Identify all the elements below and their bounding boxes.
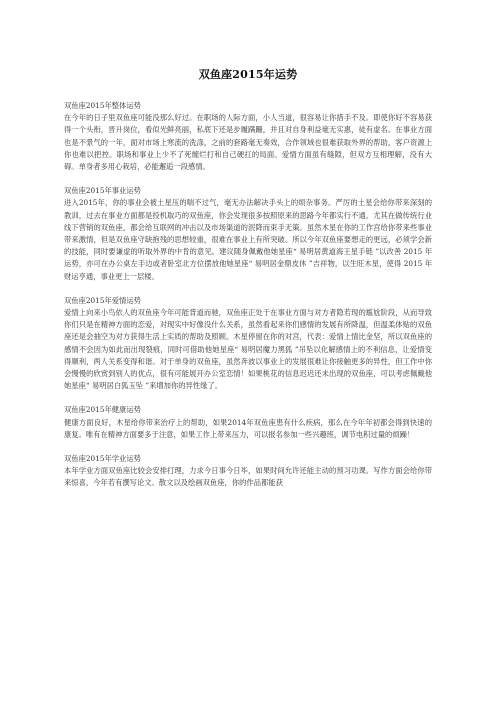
section-body: 进入2015年，你的事业会被土星压的喘不过气，毫无办法解决手头上的烦杂事务。严厉的土星会给你带来深刻的教训，过去在事业方面都是投机取巧的双鱼座，你会发现很多按照原来的思路今年都实行不通。尤其在做传统行业线下营销的双鱼座，都会给互联网的冲击以及市场渠道的泯降而束手无策。虽然木星在你的工作宫给你带来些事业带来激情，但是双鱼座守缺抱残的思想较重，很难在事业上有所突破。所以今年双鱼座要想走的更远，必须学会新的技能，同时要谦虚的听取外界的中肯的意见。建议随身佩戴他她星座“ 易明居黄道海王星手链 ”以改善 2015 年运势，亦可在办公桌左手边或者卧室北方位摆放他她星座“ 易明居金鼎皮休 ”吉祥物，以生旺木星，使得 2015 年财运亨通，事业更上一层楼。 <box>64 198 432 281</box>
section-heading: 双鱼座2015年事业运势 <box>64 186 141 196</box>
section-body: 爱情上向来小鸟依人的双鱼座今年可能背道而驰，双鱼座正处于在事业方面与对方者隐若现的尴尬阶段，从而导致你们只是在精神方面的恋爱，对现实中好像没什么关系，虽然看起来你们感情的发展有所降温，但温柔体贴的双鱼座还是会抽空为对方获得生活上实质的帮助及照顾。木星停留在你的对宫，代表：爱情上情比金坚，所以双鱼座的感情不会因为如此而出现裂痕，同时可借助他她星座“ 易明居魔力黑狐 ”吊坠以化解感情上的不利信息，让爱情变得顺利，两人关系变得和谐。对于单身的双鱼座，虽然奔波以事业上的发展很难让你接触更多的异性，但工作中你会慢慢的欣赏到别人的优点，很有可能展开办公室恋情！如果桃花的信息迟迟还未出现的双鱼座，可以考虑佩戴他她星座“ 易明居白狐玉坠 ”来增加你的异性缘了。 <box>64 308 432 391</box>
section-body: 本年学业方面双鱼座比较会安排打理，力求今日事今日毕，如果时间允许还能主动的预习功课。写作方面会给你带来惊喜，今年若有撰写论文、散文以及绘画双鱼座，你的作品都能获 <box>64 466 432 488</box>
document-title: 双鱼座2015年运势 <box>198 68 298 81</box>
section-body: 在今年的日子里双鱼座可能没那么好过。在职场的人际方面，小人当道，很容易让你措手不及。即使你好不容易获得一个头衔，晋升岗位，看似光鲜亮丽，私底下还是步履蹒跚，并且对自身利益毫无实惠，徒有虚名。在事业方面也是不景气的一年，面对市场上寒流的洗涤，之前的套路毫无奏效，合作领域也很难获取外界的帮助，客户资源上你也难以把控。职场和事业上少不了死缠烂打和自己硬扛的局面。爱情方面虽有缝隙，但双方互相理解，没有大碍。单身者多用心栽培，必能邂逅一段感情。 <box>64 113 432 172</box>
section-overall-fortune <box>64 100 432 173</box>
section-heading: 双鱼座2015年整体运势 <box>64 101 141 110</box>
section-health-fortune <box>64 404 432 441</box>
section-heading: 双鱼座2015年学业运势 <box>64 454 141 464</box>
section-heading: 双鱼座2015年爱情运势 <box>64 295 141 305</box>
section-love-fortune <box>64 295 432 393</box>
document-content <box>64 100 432 490</box>
section-heading: 双鱼座2015年健康运势 <box>64 405 141 415</box>
section-study-fortune <box>64 453 432 490</box>
section-career-fortune <box>64 185 432 283</box>
section-body: 健康方面良好，木星给你带来治疗上的帮助，如果2014年双鱼座患有什么疾病，那么在今年年初都会得到快速的康复。唯有在精神方面要多于注意，如果工作上带来压力，可以报名参加一些兴趣班，调节电积过量的烦躁！ <box>64 417 432 439</box>
